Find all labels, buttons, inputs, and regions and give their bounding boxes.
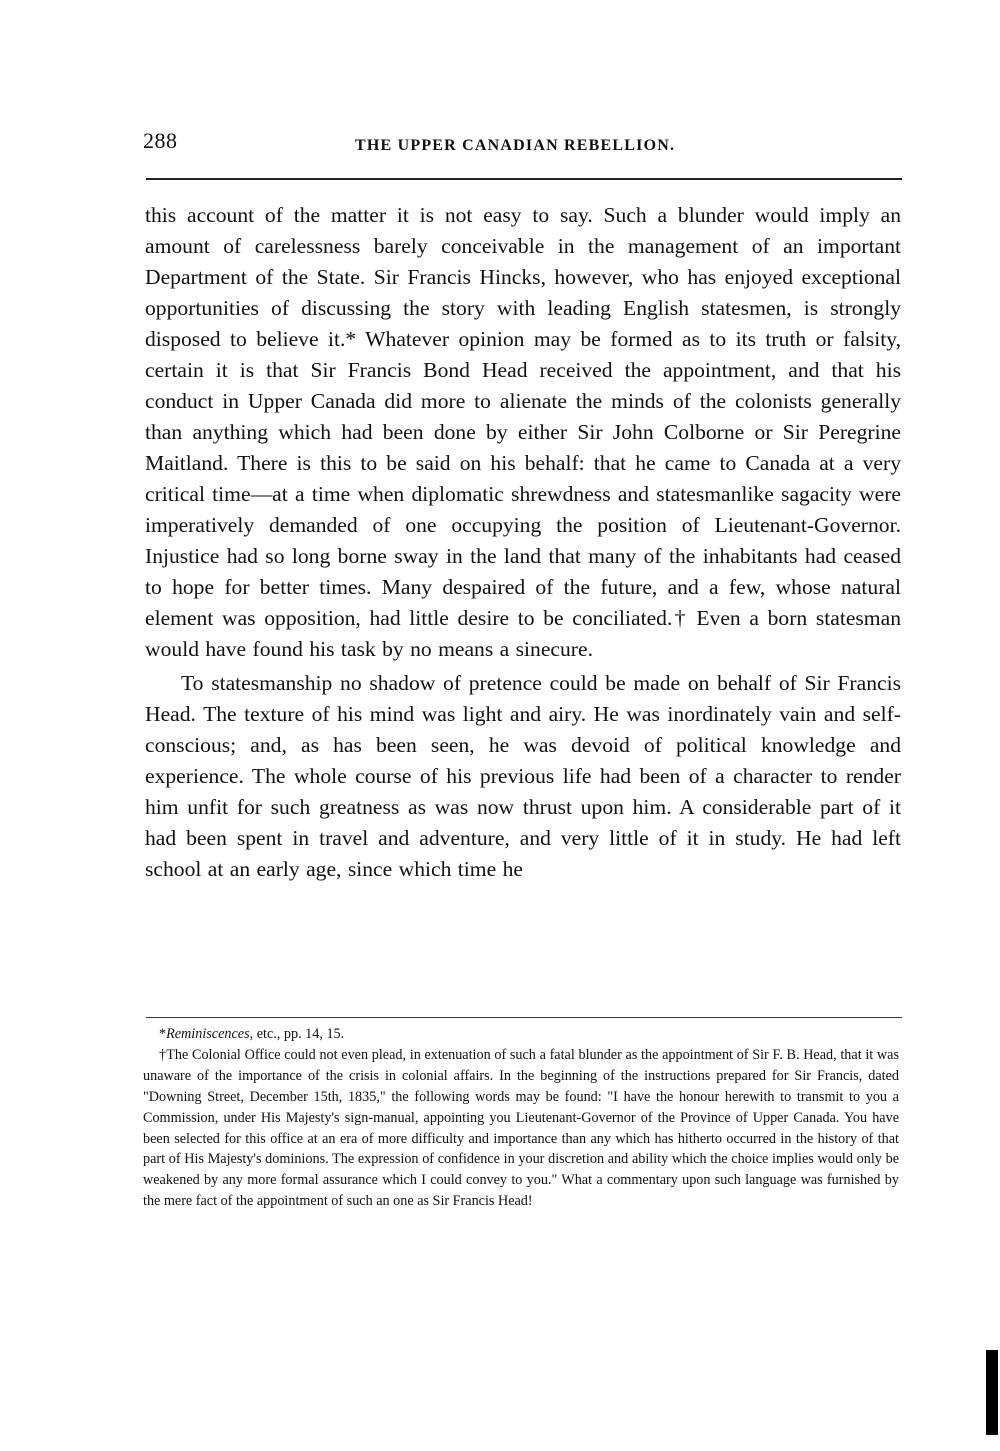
footnote-marker: * bbox=[159, 1026, 167, 1042]
header-rule bbox=[146, 178, 902, 180]
footnote-1 bbox=[143, 1024, 899, 1045]
footnote-citation: , etc., pp. 14, 15. bbox=[249, 1026, 345, 1042]
page-number: 288 bbox=[143, 128, 178, 153]
footnotes bbox=[143, 1024, 899, 1212]
main-text bbox=[145, 200, 901, 885]
footnote-2: †The Colonial Office could not even plead, in extenuation of such a fatal blunder as the appointment of Sir F. B. Head, that it was unaware of the importance of the crisis in colonial affairs. In the beginning of the instructions prepared for Sir Francis, dated "Downing Street, December 15th, 1835," the following words may be found: "I have the honour herewith to transmit to you a Commission, under His Majesty's sign-manual, appointing you Lieutenant-Governor of the Province of Upper Canada. You have been selected for this office at an era of more difficulty and importance than any which has hitherto occurred in the history of that part of His Majesty's dominions. The expression of confidence in your discretion and ability which the choice implies would only be weakened by any more formal assurance which I could convey to you." What a commentary upon such language was furnished by the mere fact of the appointment of such an one as Sir Francis Head! bbox=[143, 1046, 899, 1210]
footnote-rule bbox=[146, 1017, 902, 1018]
page-header bbox=[143, 128, 903, 168]
running-head: THE UPPER CANADIAN REBELLION. bbox=[355, 137, 676, 154]
footnote-source-title: Reminiscences bbox=[166, 1026, 250, 1042]
paragraph-continued: this account of the matter it is not easy to say. Such a blunder would imply an amount of carelessness barely conceivable in the management of an important Department of the State. Sir Francis Hincks, however, who has enjoyed exceptional opportunities of discussing the story with leading English statesmen, is strongly disposed to believe it.* Whatever opinion may be formed as to its truth or falsity, certain it is that Sir Francis Bond Head received the appointment, and that his conduct in Upper Canada did more to alienate the minds of the colonists generally than anything which had been done by either Sir John Colborne or Sir Peregrine Maitland. There is this to be said on his behalf: that he came to Canada at a very critical time—at a time when diplomatic shrewdness and statesmanlike sagacity were imperatively demanded of one occupying the position of Lieutenant-Governor. Injustice had so long borne sway in the land that many of the inhabitants had ceased to hope for better times. Many despaired of the future, and a few, whose natural element was opposition, had little desire to be conciliated.† Even a born statesman would have found his task by no means a sinecure. bbox=[145, 203, 901, 661]
paragraph: To statesmanship no shadow of pretence could be made on behalf of Sir Francis Head. The texture of his mind was light and airy. He was inordinately vain and self-conscious; and, as has been seen, he was devoid of political knowledge and experience. The whole course of his previous life had been of a character to render him unfit for such greatness as was now thrust upon him. A considerable part of it had been spent in travel and adventure, and very little of it in study. He had left school at an early age, since which time he bbox=[145, 671, 901, 881]
scan-edge-mark bbox=[986, 1350, 998, 1435]
